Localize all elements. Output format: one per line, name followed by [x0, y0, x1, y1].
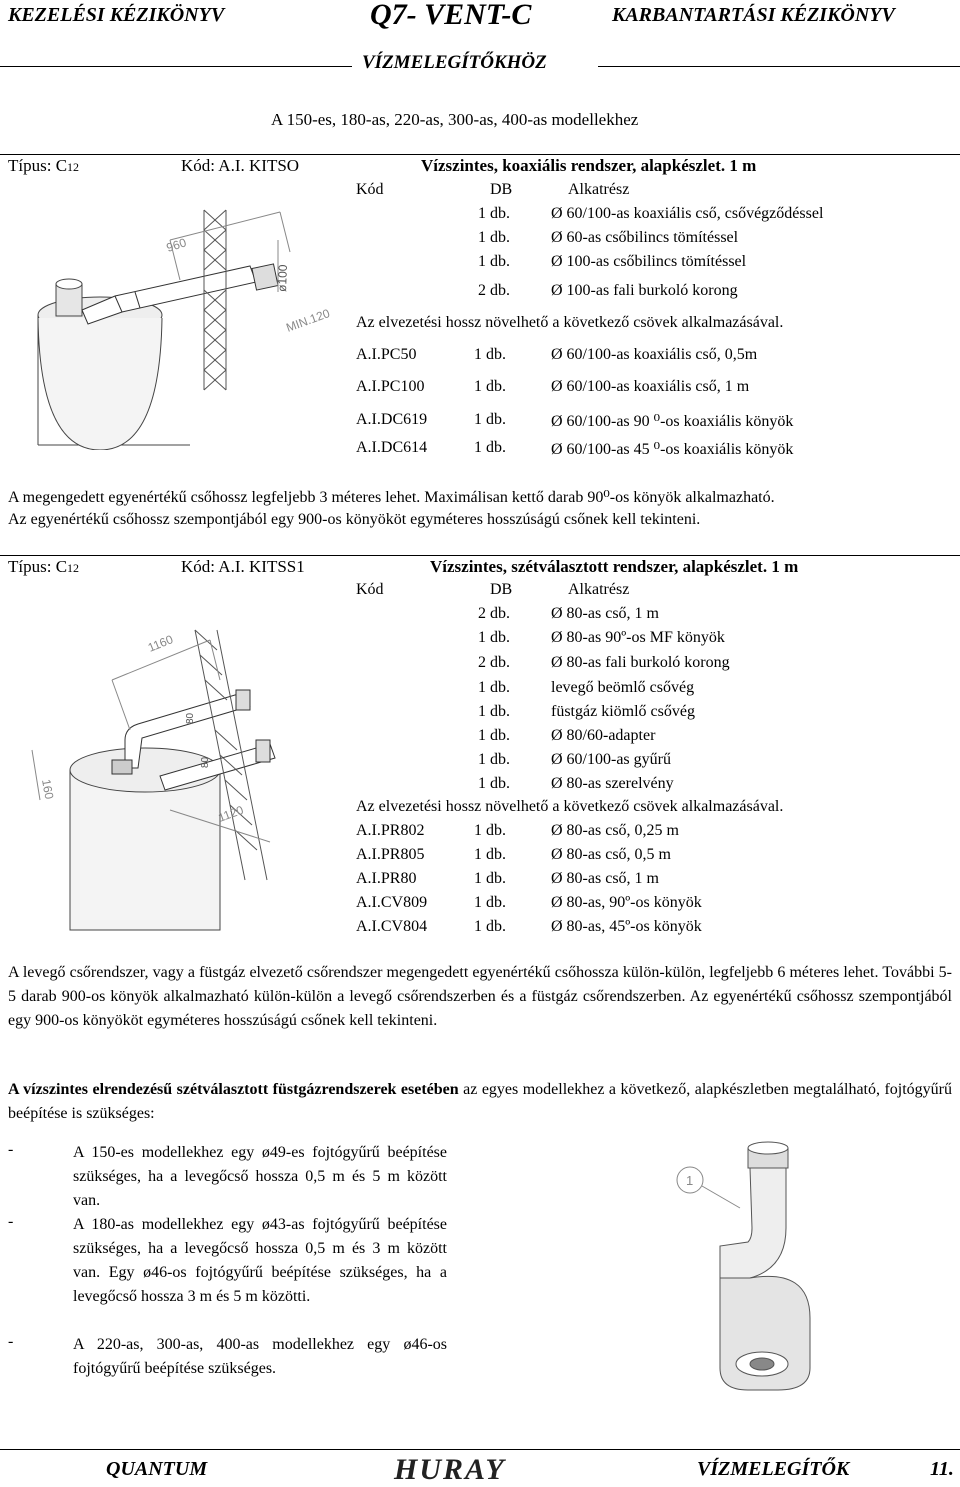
header-rule-right — [598, 66, 960, 67]
coaxial-pipe — [82, 264, 278, 324]
list-item: A 150-es modellekhez egy ø49-es fojtógyűrű beépítése szükséges, ha a levegőcső hossza 0,5 m és 5 m között van. — [73, 1144, 447, 1209]
section1-title: Vízszintes, koaxiális rendszer, alapkészlet. 1 m — [421, 156, 757, 175]
section2-title: Vízszintes, szétválasztott rendszer, alapkészlet. 1 m — [430, 557, 799, 576]
dim-960: 960 — [164, 235, 188, 255]
dim-dia: ø100 — [275, 264, 290, 293]
section1-rule — [0, 154, 960, 155]
col-kod: Kód — [356, 181, 384, 198]
section1-type: Típus: C12 — [8, 156, 80, 175]
wall-section — [204, 210, 226, 390]
footer-page-number: 11. — [930, 1458, 954, 1480]
dim-bottom: 1120 — [216, 802, 246, 825]
list-item: A 180-as modellekhez egy ø43-as fojtógyűrű beépítése szükséges, ha a levegőcső hossza 0,5 m és 3 m között van. Egy ø46-os fojtógyűrű beépítése szükséges, ha a levegőcső hossza 3 m és 5 m közötti. — [73, 1216, 447, 1305]
dim-d2: 80 — [200, 756, 211, 768]
bullet-dash: - — [8, 1213, 14, 1230]
coaxial-kit-drawing — [20, 200, 350, 450]
section2-type: Típus: C12 — [8, 557, 80, 576]
header-left: KEZELÉSI KÉZIKÖNYV — [8, 4, 225, 26]
col-part: Alkatrész — [568, 181, 630, 198]
dim-left: 160 — [39, 778, 57, 801]
section1-extend-note: Az elvezetési hossz növelhető a következő csövek alkalmazásával. — [356, 314, 784, 331]
list-item: A 220-as, 300-as, 400-as modellekhez egy ø46-os fojtógyűrű beépítése szükséges. — [73, 1336, 447, 1377]
elbow-drawing — [660, 1128, 860, 1398]
footer-logo — [394, 1453, 564, 1485]
bullet-dash: - — [8, 1333, 14, 1350]
section1-note-2: Az egyenértékű csőhossz szempontjából egy 900-os könyököt egyméteres hosszúságú csőnek kell tekinteni. — [8, 511, 701, 528]
col-db: DB — [490, 181, 513, 198]
split-kit-drawing — [20, 620, 350, 940]
footer-left: QUANTUM — [106, 1458, 208, 1480]
section2-paragraph-2-rest: az egyes modellekhez a következő, alapkészletben megtalálható, fojtógyűrű beépítése is szükséges: — [8, 1081, 953, 1122]
dim-min: MIN.120 — [284, 306, 332, 335]
restrictor-elbow — [720, 1142, 810, 1390]
dim-top: 1160 — [145, 632, 176, 655]
dim-d1: 80 — [185, 712, 196, 724]
section2-paragraph-1: A levegő csőrendszer, vagy a füstgáz elvezető csőrendszer megengedett egyenértékű csőhossza külön-külön, legfeljebb 6 méteres lehet. További 5-5 darab 900-os könyök alkalmazható külön-külön a levegő csőrendszerben és a füstgáz csőrendszerben. Az egyenértékű csőhossz szempontjából egy 900-os könyököt egyméteres hosszúságú csőnek kell tekinteni. — [8, 964, 952, 1029]
section1-code: Kód: A.I. KITSO — [181, 156, 300, 175]
header-right: KARBANTARTÁSI KÉZIKÖNYV — [612, 4, 895, 26]
section2-paragraph-2-bold: A vízszintes elrendezésű szétválasztott füstgázrendszerek esetében — [8, 1081, 459, 1098]
header-center: Q7- VENT-C — [370, 0, 532, 31]
footer-right: VÍZMELEGÍTŐK — [697, 1458, 850, 1480]
section1-note-1: A megengedett egyenértékű csőhossz legfeljebb 3 méteres lehet. Maximálisan kettő darab 90⁰-os könyök alkalmazható. — [8, 489, 775, 506]
section2-paragraph-2 — [8, 1078, 952, 1126]
section2-code: Kód: A.I. KITSS1 — [181, 557, 305, 576]
logo-text: HURAY — [394, 1453, 506, 1486]
section2-extend-note: Az elvezetési hossz növelhető a következő csövek alkalmazásával. — [356, 798, 784, 815]
footer-rule — [0, 1449, 960, 1450]
bullet-dash: - — [8, 1141, 14, 1158]
callout-label: 1 — [686, 1173, 694, 1188]
section2-rule — [0, 555, 960, 556]
header-subtitle: VÍZMELEGÍTŐKHÖZ — [362, 52, 547, 73]
callout-line — [702, 1186, 740, 1208]
intro-text: A 150-es, 180-as, 220-as, 300-as, 400-as modellekhez — [271, 110, 639, 129]
header-rule-left — [0, 66, 352, 67]
